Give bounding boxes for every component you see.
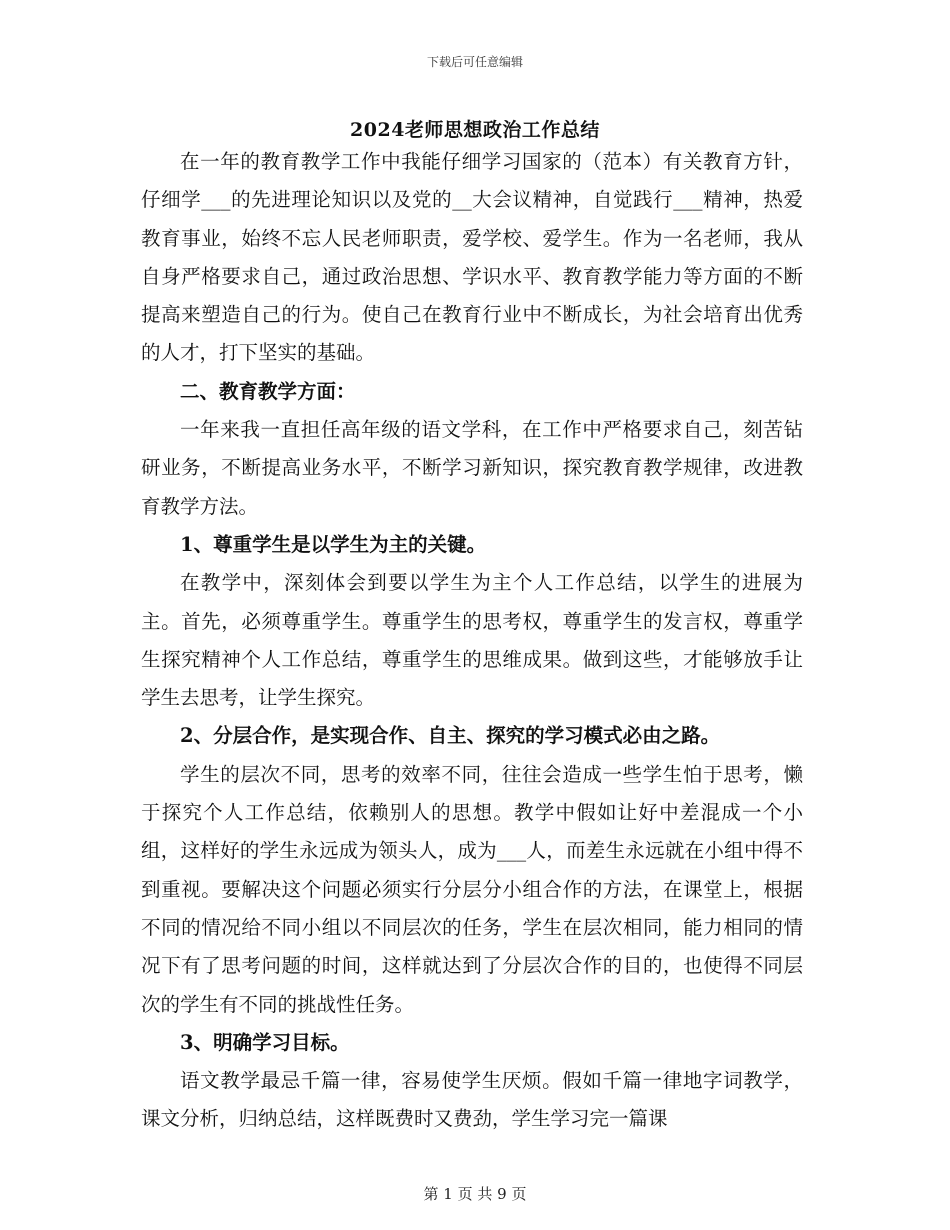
subheading-layered-cooperation: 2、分层合作，是实现合作、自主、探究的学习模式必由之路。 — [180, 724, 721, 748]
paragraph-teaching: 一年来我一直担任高年级的语文学科，在工作中严格要求自己，刻苦钻研业务，不断提高业务水平，不断学习新知识，探究教育教学规律，改进教育教学方法。 — [141, 418, 803, 518]
subheading-respect-students: 1、尊重学生是以学生为主的关键。 — [180, 532, 487, 556]
section-heading-teaching: 二、教育教学方面： — [180, 379, 356, 403]
page-header: 下载后可任意编辑 — [426, 55, 523, 69]
subheading-learning-goals: 3、明确学习目标。 — [180, 1030, 350, 1054]
page-footer: 第 1 页 共 9 页 — [423, 1185, 527, 1203]
document-title: 2024老师思想政治工作总结 — [350, 119, 600, 141]
paragraph-intro: 在一年的教育教学工作中我能仔细学习国家的（范本）有关教育方针，仔细学___的先进理论知识以及党的__大会议精神，自觉践行___精神，热爱教育事业，始终不忘人民老师职责，爱学校、爱学生。作为一名老师，我从自身严格要求自己，通过政治思想、学识水平、教育教学能力等方面的不断提高来塑造自己的行为。使自己在教育行业中不断成长，为社会培育出优秀的人才，打下坚实的基础。 — [141, 150, 803, 365]
document-body — [141, 143, 803, 1139]
paragraph-respect-students: 在教学中，深刻体会到要以学生为主个人工作总结，以学生的进展为主。首先，必须尊重学生。尊重学生的思考权，尊重学生的发言权，尊重学生探究精神个人工作总结，尊重学生的思维成果。做到这些，才能够放手让学生去思考，让学生探究。 — [141, 571, 803, 710]
paragraph-layered-cooperation: 学生的层次不同，思考的效率不同，往往会造成一些学生怕于思考，懒于探究个人工作总结，依赖别人的思想。教学中假如让好中差混成一个小组，这样好的学生永远成为领头人，成为___人，而差生永远就在小组中得不到重视。要解决这个问题必须实行分层分小组合作的方法，在课堂上，根据不同的情况给不同小组以不同层次的任务，学生在层次相同，能力相同的情况下有了思考问题的时间，这样就达到了分层次合作的目的，也使得不同层次的学生有不同的挑战性任务。 — [141, 762, 803, 1016]
paragraph-learning-goals: 语文教学最忌千篇一律，容易使学生厌烦。假如千篇一律地字词教学，课文分析，归纳总结，这样既费时又费劲，学生学习完一篇课 — [141, 1069, 803, 1131]
